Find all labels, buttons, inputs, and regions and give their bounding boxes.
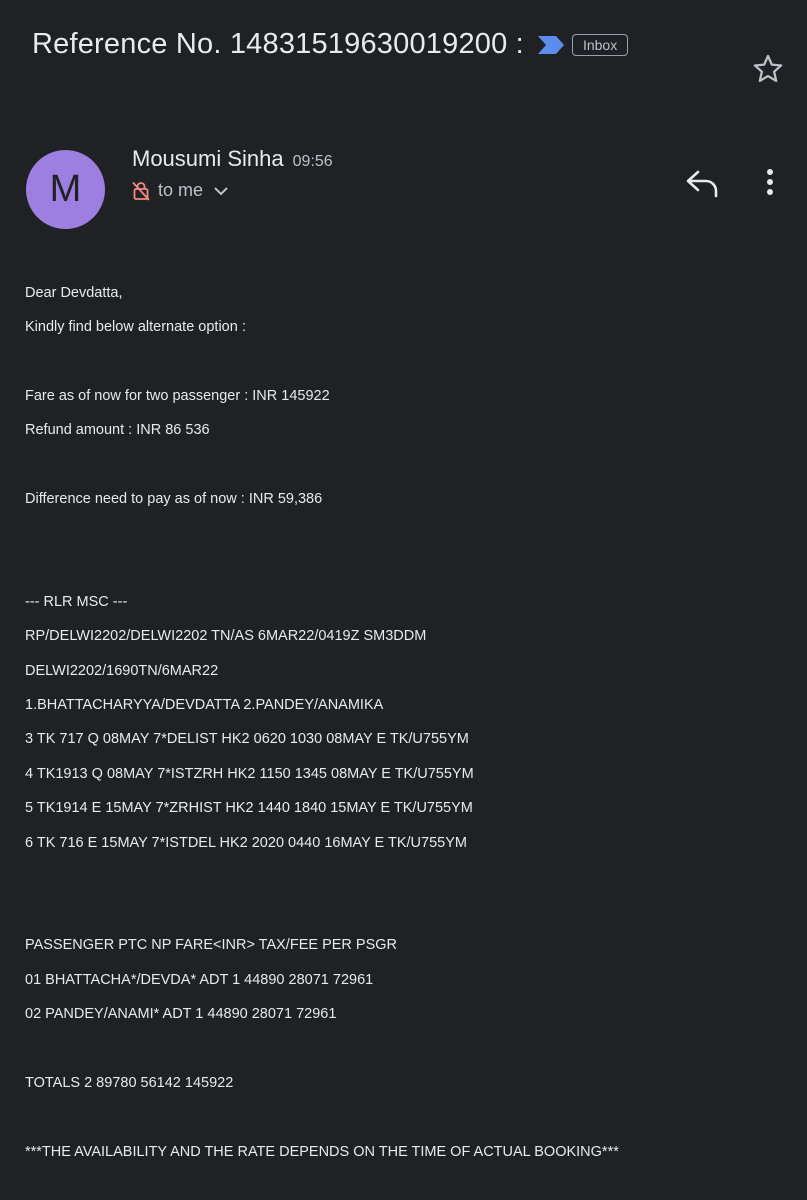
pnr-line: 4 TK1913 Q 08MAY 7*ISTZRH HK2 1150 1345 08MAY E TK/U755YM [25, 766, 474, 782]
refund-text: Refund amount : INR 86 536 [25, 422, 210, 438]
avatar-letter: M [49, 168, 82, 210]
email-subject: Reference No. 14831519630019200 : [32, 28, 524, 60]
reply-icon [684, 168, 722, 200]
chevron-down-icon [213, 186, 229, 196]
lock-warning-icon [132, 181, 150, 201]
totals-text: TOTALS 2 89780 56142 145922 [25, 1075, 234, 1091]
importance-marker-icon[interactable] [536, 34, 566, 56]
inbox-label-chip[interactable]: Inbox [572, 34, 628, 56]
pnr-line: 6 TK 716 E 15MAY 7*ISTDEL HK2 2020 0440 16MAY E TK/U755YM [25, 835, 467, 851]
disclaimer-text: ***THE AVAILABILITY AND THE RATE DEPENDS ON THE TIME OF ACTUAL BOOKING*** [25, 1144, 619, 1160]
more-vert-icon [758, 166, 782, 200]
more-options-button[interactable] [758, 166, 782, 200]
pnr-line: RP/DELWI2202/DELWI2202 TN/AS 6MAR22/0419Z SM3DDM [25, 628, 427, 644]
rlr-header: --- RLR MSC --- [25, 594, 128, 610]
sender-avatar[interactable] [26, 150, 105, 229]
star-outline-icon [751, 52, 785, 86]
sent-time: 09:56 [292, 153, 333, 170]
reply-button[interactable] [684, 168, 722, 200]
difference-text: Difference need to pay as of now : INR 59,386 [25, 491, 323, 507]
pnr-line: DELWI2202/1690TN/6MAR22 [25, 663, 219, 679]
pnr-line: 3 TK 717 Q 08MAY 7*DELIST HK2 0620 1030 08MAY E TK/U755YM [25, 731, 469, 747]
passenger-row: 01 BHATTACHA*/DEVDA* ADT 1 44890 28071 72961 [25, 972, 374, 988]
sender-name[interactable]: Mousumi Sinha [132, 146, 284, 171]
passenger-row: 02 PANDEY/ANAMI* ADT 1 44890 28071 72961 [25, 1006, 337, 1022]
recipient-details-toggle[interactable] [132, 180, 229, 201]
intro-text: Kindly find below alternate option : [25, 319, 246, 335]
fare-text: Fare as of now for two passenger : INR 145922 [25, 388, 330, 404]
subject-row [32, 28, 628, 61]
greeting-text: Dear Devdatta, [25, 285, 123, 301]
pnr-line: 5 TK1914 E 15MAY 7*ZRHIST HK2 1440 1840 15MAY E TK/U755YM [25, 800, 473, 816]
recipient-label: to me [158, 180, 204, 200]
pnr-line: 1.BHATTACHARYYA/DEVDATTA 2.PANDEY/ANAMIKA [25, 697, 384, 713]
fare-table-header: PASSENGER PTC NP FARE<INR> TAX/FEE PER PSGR [25, 937, 398, 953]
star-button[interactable] [751, 52, 785, 86]
sender-row [132, 146, 333, 172]
